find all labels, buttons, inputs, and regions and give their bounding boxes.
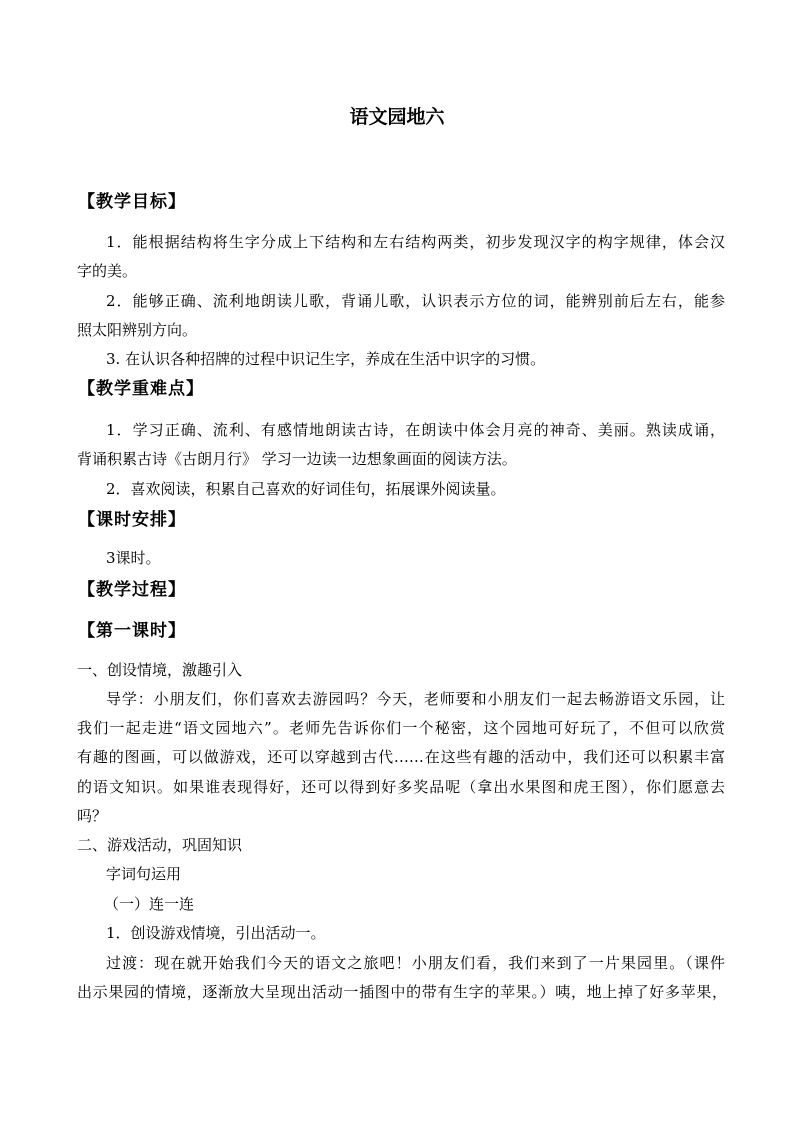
goals-line-2: 字的美。 (77, 262, 138, 280)
goals-line-3: 2．能够正确、流利地朗读儿歌，背诵儿歌，认识表示方位的词，能辨别前后左右，能参 (106, 292, 725, 310)
schedule-text: 3课时。 (106, 549, 161, 567)
step1-text: 1．创设游戏情境，引出活动一。 (106, 924, 326, 942)
page-title: 语文园地六 (349, 106, 445, 128)
intro-line-5: 吗？ (77, 807, 108, 825)
sub-title: 字词句运用 (106, 865, 182, 883)
schedule-heading: 【课时安排】 (78, 510, 186, 530)
transition-line-2: 出示果园的情境，逐渐放大呈现出活动一插图中的带有生字的苹果。）咦，地上掉了好多苹果， (77, 983, 727, 1001)
sub1-title: （一）连一连 (104, 895, 195, 913)
key-points-heading: 【教学重难点】 (78, 379, 204, 399)
goals-line-5: 3. 在认识各种招牌的过程中识记生字，养成在生活中识字的习惯。 (106, 350, 546, 368)
goals-line-4: 照太阳辨别方向。 (77, 321, 198, 339)
intro-line-4: 的语文知识。如果谁表现得好，还可以得到好多奖品呢（拿出水果图和虎王图），你们愿意去 (77, 778, 725, 796)
goals-line-1: 1．能根据结构将生字分成上下结构和左右结构两类，初步发现汉字的构字规律，体会汉 (106, 233, 725, 251)
key-points-line-1: 1．学习正确、流利、有感情地朗读古诗，在朗读中体会月亮的神奇、美丽。熟读成诵， (106, 421, 725, 439)
intro-line-1: 导学：小朋友们，你们喜欢去游园吗？今天，老师要和小朋友们一起去畅游语文乐园，让 (106, 690, 725, 708)
goals-heading: 【教学目标】 (78, 192, 186, 212)
part1-title: 一、创设情境，激趣引入 (77, 661, 243, 679)
intro-line-3: 有趣的图画，可以做游戏，还可以穿越到古代……在这些有趣的活动中，我们还可以积累丰富 (77, 748, 725, 766)
lesson1-heading: 【第一课时】 (78, 621, 186, 641)
part2-title: 二、游戏活动，巩固知识 (77, 836, 243, 854)
process-heading: 【教学过程】 (78, 580, 186, 600)
key-points-line-3: 2．喜欢阅读，积累自己喜欢的好词佳句，拓展课外阅读量。 (106, 480, 506, 498)
key-points-line-2: 背诵积累古诗《古朗月行》 学习一边读一边想象画面的阅读方法。 (77, 450, 517, 468)
transition-line-1: 过渡：现在就开始我们今天的语文之旅吧！小朋友们看，我们来到了一片果园里。（课件 (106, 954, 725, 972)
intro-line-2: 我们一起走进“语文园地六”。老师先告诉你们一个秘密，这个园地可好玩了，不但可以欣赏 (77, 719, 725, 737)
